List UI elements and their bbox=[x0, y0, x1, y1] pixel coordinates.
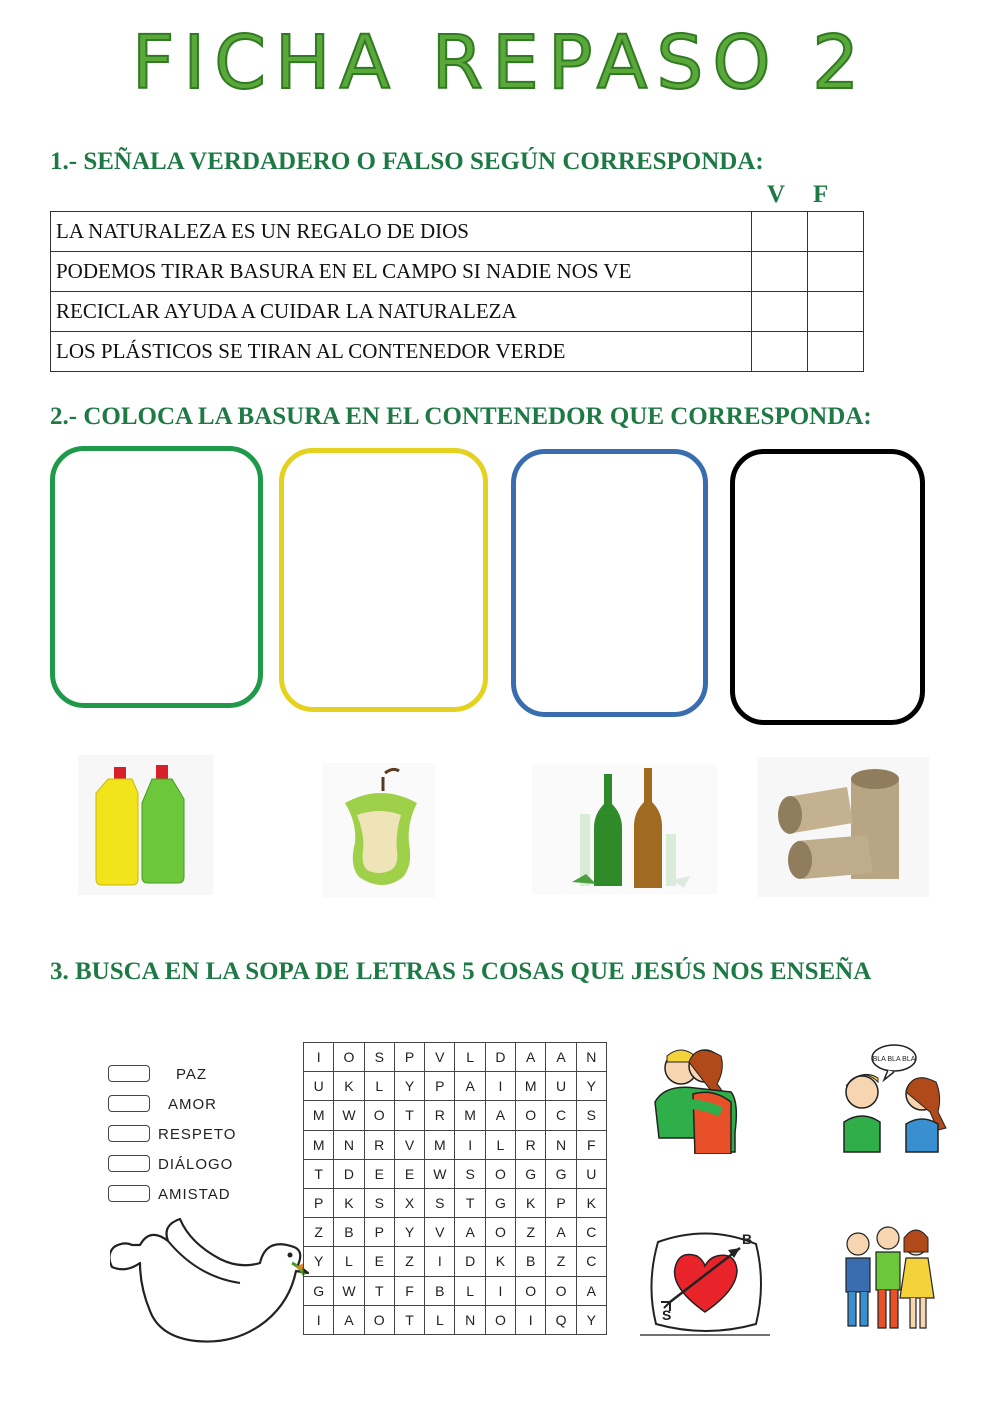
grid-letter-cell[interactable]: I bbox=[455, 1130, 485, 1159]
true-checkbox[interactable] bbox=[752, 332, 808, 372]
true-checkbox[interactable] bbox=[752, 252, 808, 292]
grid-letter-cell[interactable]: U bbox=[304, 1072, 334, 1101]
grid-letter-cell[interactable]: P bbox=[546, 1188, 576, 1217]
dove-illustration bbox=[110, 1205, 310, 1355]
table-row bbox=[51, 252, 864, 292]
black-container-dropzone[interactable] bbox=[730, 449, 925, 725]
grid-letter-cell[interactable]: L bbox=[455, 1043, 485, 1072]
grid-letter-cell[interactable]: G bbox=[546, 1159, 576, 1188]
statement-text: LOS PLÁSTICOS SE TIRAN AL CONTENEDOR VERDE bbox=[51, 332, 752, 372]
compass-south-label: S bbox=[662, 1307, 672, 1323]
grid-row bbox=[304, 1130, 607, 1159]
grid-row bbox=[304, 1247, 607, 1276]
grid-letter-cell[interactable]: I bbox=[485, 1276, 515, 1305]
grid-letter-cell[interactable]: T bbox=[394, 1305, 424, 1334]
grid-letter-cell[interactable]: A bbox=[455, 1218, 485, 1247]
grid-letter-cell[interactable]: K bbox=[334, 1072, 364, 1101]
grid-letter-cell[interactable]: G bbox=[485, 1188, 515, 1217]
grid-letter-cell[interactable]: A bbox=[455, 1072, 485, 1101]
grid-letter-cell[interactable]: M bbox=[516, 1072, 546, 1101]
grid-letter-cell[interactable]: Y bbox=[576, 1072, 606, 1101]
grid-letter-cell[interactable]: I bbox=[425, 1247, 455, 1276]
grid-letter-cell[interactable]: K bbox=[334, 1188, 364, 1217]
word-checkbox[interactable] bbox=[108, 1185, 150, 1202]
grid-letter-cell[interactable]: T bbox=[394, 1101, 424, 1130]
green-container-dropzone[interactable] bbox=[50, 446, 263, 708]
grid-letter-cell[interactable]: Z bbox=[546, 1247, 576, 1276]
word-label: RESPETO bbox=[158, 1126, 237, 1143]
dialogue-pictogram bbox=[836, 1042, 951, 1154]
grid-letter-cell[interactable]: S bbox=[364, 1188, 394, 1217]
grid-letter-cell[interactable]: G bbox=[304, 1276, 334, 1305]
grid-letter-cell[interactable]: T bbox=[304, 1159, 334, 1188]
true-column-label: V bbox=[767, 181, 786, 208]
grid-letter-cell[interactable]: Y bbox=[394, 1218, 424, 1247]
table-row bbox=[51, 332, 864, 372]
grid-letter-cell[interactable]: B bbox=[334, 1218, 364, 1247]
speech-bubble-text: BLA BLA BLA bbox=[872, 1056, 916, 1063]
section-2-heading: 2.- COLOCA LA BASURA EN EL CONTENEDOR QUE CORRESPONDA: bbox=[50, 403, 872, 430]
grid-letter-cell[interactable]: M bbox=[304, 1101, 334, 1130]
grid-row bbox=[304, 1043, 607, 1072]
hug-pictogram bbox=[645, 1042, 740, 1154]
compass-north-label: B bbox=[742, 1231, 753, 1247]
grid-letter-cell[interactable]: N bbox=[334, 1130, 364, 1159]
statement-text: PODEMOS TIRAR BASURA EN EL CAMPO SI NADIE NOS VE bbox=[51, 252, 752, 292]
grid-letter-cell[interactable]: O bbox=[516, 1101, 546, 1130]
grid-letter-cell[interactable]: P bbox=[304, 1188, 334, 1217]
grid-row bbox=[304, 1159, 607, 1188]
grid-letter-cell[interactable]: B bbox=[425, 1276, 455, 1305]
page-title: FICHA REPASO 2 bbox=[131, 20, 869, 106]
section-3-heading: 3. BUSCA EN LA SOPA DE LETRAS 5 COSAS QUE JESÚS NOS ENSEÑA bbox=[50, 958, 872, 985]
statement-text: RECICLAR AYUDA A CUIDAR LA NATURALEZA bbox=[51, 292, 752, 332]
false-checkbox[interactable] bbox=[808, 252, 864, 292]
grid-letter-cell[interactable]: E bbox=[364, 1247, 394, 1276]
friendship-pictogram bbox=[836, 1222, 942, 1334]
grid-letter-cell[interactable]: C bbox=[576, 1218, 606, 1247]
grid-letter-cell[interactable]: P bbox=[394, 1043, 424, 1072]
respect-compass-pictogram bbox=[640, 1222, 770, 1338]
grid-letter-cell[interactable]: O bbox=[485, 1305, 515, 1334]
grid-letter-cell[interactable]: L bbox=[425, 1305, 455, 1334]
grid-letter-cell[interactable]: M bbox=[304, 1130, 334, 1159]
true-checkbox[interactable] bbox=[752, 212, 808, 252]
grid-row bbox=[304, 1218, 607, 1247]
grid-letter-cell[interactable]: E bbox=[394, 1159, 424, 1188]
grid-letter-cell[interactable]: P bbox=[364, 1218, 394, 1247]
grid-letter-cell[interactable]: W bbox=[425, 1159, 455, 1188]
true-checkbox[interactable] bbox=[752, 292, 808, 332]
table-row bbox=[51, 212, 864, 252]
grid-letter-cell[interactable]: I bbox=[304, 1305, 334, 1334]
grid-letter-cell[interactable]: A bbox=[485, 1101, 515, 1130]
grid-letter-cell[interactable]: K bbox=[485, 1247, 515, 1276]
grid-letter-cell[interactable]: O bbox=[334, 1043, 364, 1072]
grid-letter-cell[interactable]: C bbox=[546, 1101, 576, 1130]
grid-letter-cell[interactable]: Y bbox=[304, 1247, 334, 1276]
word-search-grid[interactable] bbox=[303, 1042, 607, 1335]
grid-letter-cell[interactable]: G bbox=[516, 1159, 546, 1188]
grid-row bbox=[304, 1072, 607, 1101]
grid-letter-cell[interactable]: U bbox=[576, 1159, 606, 1188]
word-label: AMISTAD bbox=[158, 1186, 231, 1203]
grid-letter-cell[interactable]: F bbox=[394, 1276, 424, 1305]
grid-letter-cell[interactable]: L bbox=[334, 1247, 364, 1276]
grid-letter-cell[interactable]: A bbox=[334, 1305, 364, 1334]
word-checkbox[interactable] bbox=[108, 1155, 150, 1172]
false-checkbox[interactable] bbox=[808, 332, 864, 372]
grid-letter-cell[interactable]: M bbox=[455, 1101, 485, 1130]
grid-letter-cell[interactable]: Q bbox=[546, 1305, 576, 1334]
grid-letter-cell[interactable]: A bbox=[516, 1043, 546, 1072]
grid-letter-cell[interactable]: K bbox=[516, 1188, 546, 1217]
grid-letter-cell[interactable]: Z bbox=[516, 1218, 546, 1247]
grid-letter-cell[interactable]: L bbox=[485, 1130, 515, 1159]
grid-letter-cell[interactable]: L bbox=[364, 1072, 394, 1101]
grid-letter-cell[interactable]: T bbox=[364, 1276, 394, 1305]
grid-letter-cell[interactable]: R bbox=[516, 1130, 546, 1159]
grid-letter-cell[interactable]: L bbox=[455, 1276, 485, 1305]
grid-letter-cell[interactable]: B bbox=[516, 1247, 546, 1276]
word-checkbox[interactable] bbox=[108, 1125, 150, 1142]
grid-letter-cell[interactable]: W bbox=[334, 1276, 364, 1305]
grid-letter-cell[interactable]: S bbox=[425, 1188, 455, 1217]
grid-letter-cell[interactable]: S bbox=[455, 1159, 485, 1188]
grid-letter-cell[interactable]: Y bbox=[576, 1305, 606, 1334]
word-checkbox[interactable] bbox=[108, 1095, 150, 1112]
word-label: DIÁLOGO bbox=[158, 1156, 234, 1173]
grid-letter-cell[interactable]: M bbox=[425, 1130, 455, 1159]
grid-letter-cell[interactable]: P bbox=[425, 1072, 455, 1101]
grid-letter-cell[interactable]: O bbox=[546, 1276, 576, 1305]
grid-letter-cell[interactable]: A bbox=[576, 1276, 606, 1305]
grid-letter-cell[interactable]: S bbox=[576, 1101, 606, 1130]
grid-letter-cell[interactable]: N bbox=[455, 1305, 485, 1334]
grid-letter-cell[interactable]: O bbox=[364, 1101, 394, 1130]
grid-row bbox=[304, 1101, 607, 1130]
grid-letter-cell[interactable]: S bbox=[364, 1043, 394, 1072]
grid-letter-cell[interactable]: N bbox=[576, 1043, 606, 1072]
grid-letter-cell[interactable]: O bbox=[485, 1159, 515, 1188]
grid-letter-cell[interactable]: O bbox=[485, 1218, 515, 1247]
grid-letter-cell[interactable]: V bbox=[394, 1130, 424, 1159]
grid-letter-cell[interactable]: U bbox=[546, 1072, 576, 1101]
grid-letter-cell[interactable]: Z bbox=[394, 1247, 424, 1276]
grid-letter-cell[interactable]: R bbox=[425, 1101, 455, 1130]
grid-letter-cell[interactable]: Y bbox=[394, 1072, 424, 1101]
grid-letter-cell[interactable]: F bbox=[576, 1130, 606, 1159]
grid-letter-cell[interactable]: A bbox=[546, 1218, 576, 1247]
grid-letter-cell[interactable]: E bbox=[364, 1159, 394, 1188]
grid-letter-cell[interactable]: V bbox=[425, 1218, 455, 1247]
yellow-container-dropzone[interactable] bbox=[279, 448, 488, 712]
false-checkbox[interactable] bbox=[808, 212, 864, 252]
false-column-label: F bbox=[813, 181, 829, 208]
word-label: AMOR bbox=[168, 1096, 217, 1113]
grid-letter-cell[interactable]: D bbox=[334, 1159, 364, 1188]
true-false-table bbox=[50, 211, 864, 372]
grid-letter-cell[interactable]: I bbox=[516, 1305, 546, 1334]
grid-letter-cell[interactable]: O bbox=[516, 1276, 546, 1305]
grid-letter-cell[interactable]: C bbox=[576, 1247, 606, 1276]
word-label: PAZ bbox=[176, 1066, 208, 1083]
grid-row bbox=[304, 1188, 607, 1217]
grid-letter-cell[interactable]: A bbox=[546, 1043, 576, 1072]
grid-letter-cell[interactable]: W bbox=[334, 1101, 364, 1130]
section-1-heading: 1.- SEÑALA VERDADERO O FALSO SEGÚN CORRESPONDA: bbox=[50, 148, 764, 175]
grid-letter-cell[interactable]: I bbox=[485, 1072, 515, 1101]
table-row bbox=[51, 292, 864, 332]
grid-row bbox=[304, 1305, 607, 1334]
blue-container-dropzone[interactable] bbox=[511, 449, 708, 717]
grid-row bbox=[304, 1276, 607, 1305]
false-checkbox[interactable] bbox=[808, 292, 864, 332]
grid-letter-cell[interactable]: D bbox=[455, 1247, 485, 1276]
grid-letter-cell[interactable]: R bbox=[364, 1130, 394, 1159]
glass-bottles-image[interactable] bbox=[532, 764, 717, 894]
grid-letter-cell[interactable]: I bbox=[304, 1043, 334, 1072]
grid-letter-cell[interactable]: N bbox=[546, 1130, 576, 1159]
grid-letter-cell[interactable]: O bbox=[364, 1305, 394, 1334]
grid-letter-cell[interactable]: K bbox=[576, 1188, 606, 1217]
grid-letter-cell[interactable]: Z bbox=[304, 1218, 334, 1247]
grid-letter-cell[interactable]: T bbox=[455, 1188, 485, 1217]
cardboard-rolls-image[interactable] bbox=[757, 757, 929, 897]
grid-letter-cell[interactable]: D bbox=[485, 1043, 515, 1072]
grid-letter-cell[interactable]: X bbox=[394, 1188, 424, 1217]
plastic-bottles-image[interactable] bbox=[78, 755, 213, 895]
statement-text: LA NATURALEZA ES UN REGALO DE DIOS bbox=[51, 212, 752, 252]
word-checkbox[interactable] bbox=[108, 1065, 150, 1082]
grid-letter-cell[interactable]: V bbox=[425, 1043, 455, 1072]
apple-core-image[interactable] bbox=[323, 763, 435, 898]
